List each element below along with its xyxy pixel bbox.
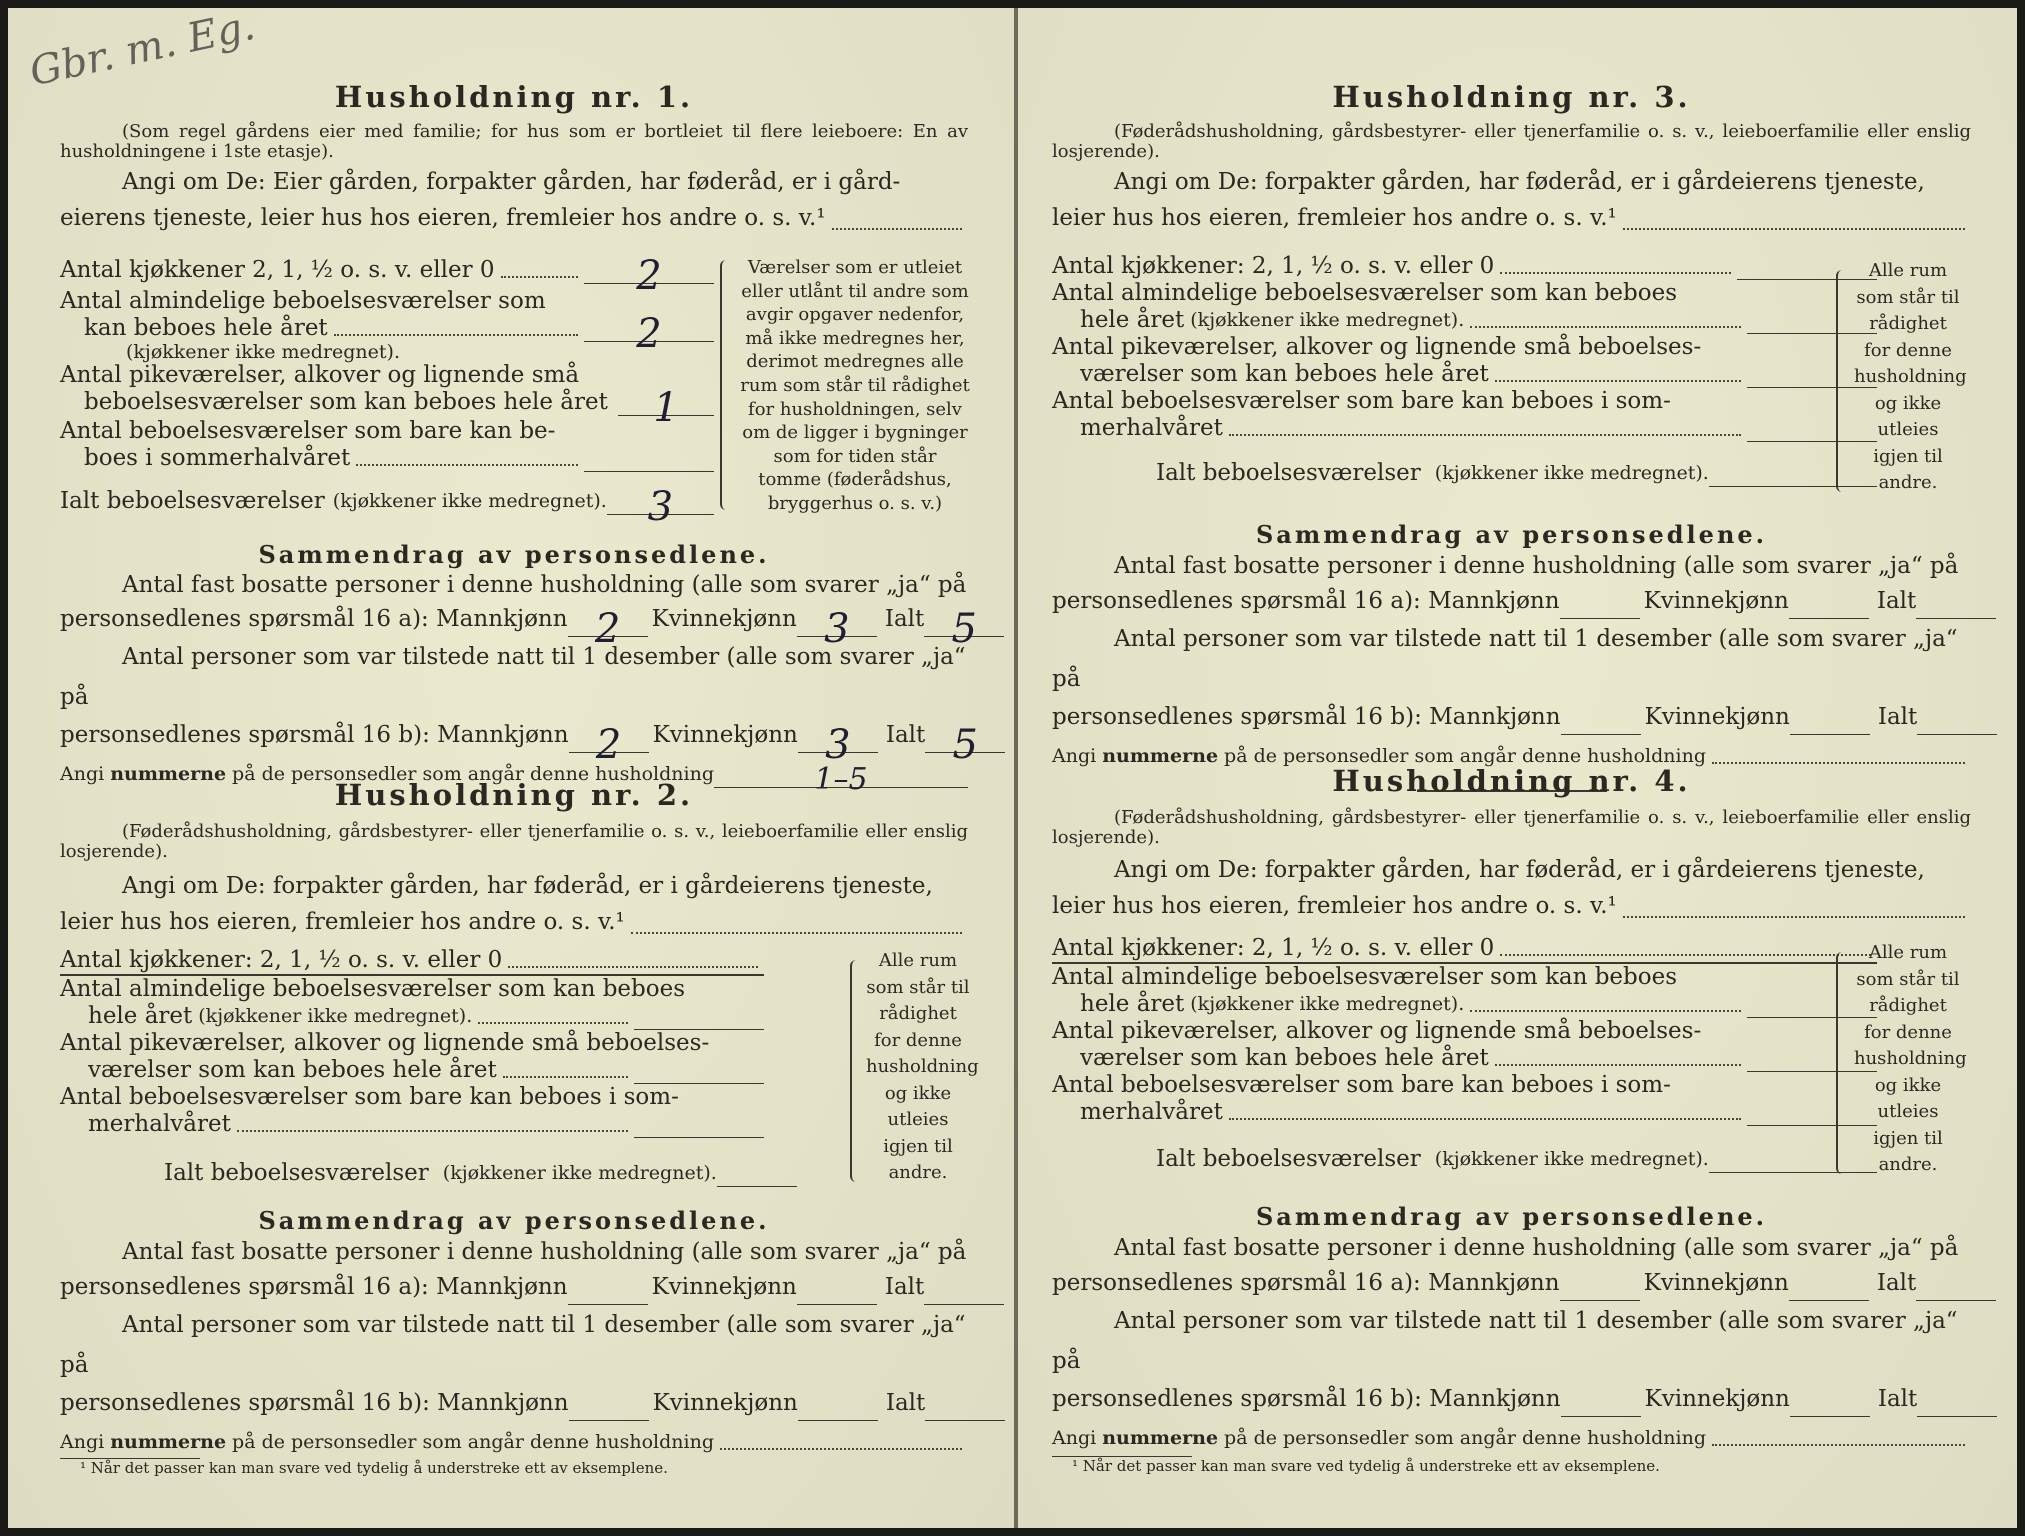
summer-rooms-label: Antal beboelsesværelser som bare kan beboes i som- [1052,388,1671,414]
resident-female[interactable]: 3 [797,614,877,637]
numbers-row: Angi nummerne på de personsedler som angår denne husholdning [1052,743,1971,770]
present-line-1: Antal personer som var tilstede natt til 1 desember (alle som svarer „ja“ på [1052,1308,1958,1374]
kitchens-row: Antal kjøkkener 2, 1, ½ o. s. v. eller 0 2 [60,254,714,284]
kitchens-row: Antal kjøkkener: 2, 1, ½ o. s. v. eller 0 [1052,932,1877,964]
present-line-2: personsedlenes spørsmål 16 b): Mannkjønn Kvinnekjønn Ialt [1052,699,1971,735]
total-rooms-value[interactable] [1709,1150,1877,1173]
resident-male[interactable] [1560,596,1640,619]
side-brace [1836,952,1848,1174]
present-line-1: Antal personer som var tilstede natt til 1 desember (alle som svarer „ja“ på [1052,626,1958,692]
resident-male[interactable] [568,1282,648,1305]
household-3-rooms [1052,250,1877,487]
maid-rooms-row: værelser som kan beboes hele året [60,1057,764,1084]
summer-rooms-label: Antal beboelsesværelser som bare kan beboes i som- [1052,1072,1671,1098]
rooms-row: kan beboes hele året 2 [60,315,714,342]
numbers-value[interactable]: 1–5 [714,765,968,788]
summary-title: Sammendrag av personsedlene. [1255,520,1768,549]
summer-rooms-label: Antal beboelsesværelser som bare kan be- [60,418,556,444]
resident-total[interactable] [1916,1278,1996,1301]
household-3 [1052,80,1971,236]
angi-line-1: Angi om De: forpakter gården, har føderåd, er i gårdeierens tjeneste, [1114,857,1925,883]
resident-female[interactable] [797,1282,877,1305]
rooms-row-label: Antal almindelige beboelsesværelser som kan beboes [60,976,686,1002]
maid-rooms-value[interactable]: 1 [618,393,714,416]
summary-title: Sammendrag av personsedlene. [258,1206,770,1235]
resident-line-1: Antal fast bosatte personer i denne husholdning (alle som svarer „ja“ på [122,1239,967,1265]
summary-title: Sammendrag av personsedlene. [1255,1202,1768,1231]
angi-line-2: leier hus hos eieren, fremleier hos andre o. s. v.¹ [60,904,968,940]
present-male[interactable] [1561,712,1641,735]
resident-total[interactable] [1916,596,1996,619]
side-brace [850,960,862,1182]
resident-line-2: personsedlenes spørsmål 16 a): Mannkjønn Kvinnekjønn Ialt [60,1269,968,1305]
resident-female[interactable] [1789,596,1869,619]
household-title: Husholdning nr. 2. [334,778,694,812]
total-rooms-row: Ialt beboelsesværelser (kjøkkener ikke medregnet). 3 [60,488,714,515]
left-page [8,2,1014,1528]
resident-line-1: Antal fast bosatte personer i denne husholdning (alle som svarer „ja“ på [1114,1235,1959,1261]
resident-total[interactable] [924,1282,1004,1305]
present-total[interactable]: 5 [925,730,1005,753]
present-total[interactable] [1917,712,1997,735]
resident-male[interactable]: 2 [568,614,648,637]
summer-rooms-value[interactable] [634,1115,764,1138]
summer-rooms-row: merhalvåret [60,1111,764,1138]
household-note: (Føderådshusholdning, gårdsbestyrer- eller tjenerfamilie o. s. v., leieboerfamilie eller enslig losjerende). [1052,807,1971,848]
present-female[interactable]: 3 [798,730,878,753]
maid-rooms-value[interactable] [634,1061,764,1084]
summer-rooms-label: Antal beboelsesværelser som bare kan beboes i som- [60,1084,679,1110]
side-note: Alle rum som står til rådighet for denne husholdning og ikke utleies igjen til andre. [866,950,979,1183]
total-rooms-row: Ialt beboelsesværelser (kjøkkener ikke medregnet). [1052,1146,1877,1173]
maid-rooms-row: værelser som kan beboes hele året [1052,361,1877,388]
present-male[interactable]: 2 [569,730,649,753]
present-line-2: personsedlenes spørsmål 16 b): Mannkjønn Kvinnekjønn Ialt [1052,1381,1971,1417]
resident-line-1: Antal fast bosatte personer i denne husholdning (alle som svarer „ja“ på [122,572,967,598]
angi-line-2: eierens tjeneste, leier hus hos eieren, fremleier hos andre o. s. v.¹ [60,200,968,236]
numbers-row: Angi nummerne på de personsedler som angår denne husholdning 1–5 [60,761,968,788]
angi-line-1: Angi om De: Eier gården, forpakter gården, har føderåd, er i gård- [122,169,901,195]
maid-rooms-label: Antal pikeværelser, alkover og lignende små beboelses- [1052,334,1702,360]
rooms-row: hele året (kjøkkener ikke medregnet). [60,1003,764,1030]
rooms-row-label: Antal almindelige beboelsesværelser som kan beboes [1052,964,1678,990]
rooms-note: (kjøkkener ikke medregnet). [126,341,400,363]
summer-rooms-row: merhalvåret [1052,415,1877,442]
household-1 [60,80,968,236]
total-rooms-row: Ialt beboelsesværelser (kjøkkener ikke medregnet). [60,1160,764,1187]
numbers-row: Angi nummerne på de personsedler som angår denne husholdning [1052,1425,1971,1452]
rooms-row-label: Antal almindelige beboelsesværelser som kan beboes [1052,280,1678,306]
household-2-summary [60,1206,968,1477]
rooms-row-label: Antal almindelige beboelsesværelser som [60,288,546,314]
rooms-row: hele året (kjøkkener ikke medregnet). [1052,991,1877,1018]
maid-rooms-label: Antal pikeværelser, alkover og lignende små beboelses- [1052,1018,1702,1044]
kitchens-value[interactable]: 2 [584,261,714,284]
angi-line-2: leier hus hos eieren, fremleier hos andre o. s. v.¹ [1052,200,1971,236]
household-4-summary [1052,1202,1971,1475]
present-line-2: personsedlenes spørsmål 16 b): Mannkjønn Kvinnekjønn Ialt [60,1385,968,1421]
resident-line-2: personsedlenes spørsmål 16 a): Mannkjønn Kvinnekjønn Ialt [1052,583,1971,619]
total-rooms-value[interactable] [1709,464,1877,487]
total-rooms-value[interactable]: 3 [607,492,714,515]
household-2-rooms [60,944,764,1187]
right-page [1018,8,2017,1528]
total-rooms-value[interactable] [717,1164,797,1187]
household-title: Husholdning nr. 1. [334,80,694,114]
present-male[interactable] [1561,1394,1641,1417]
side-note: Alle rum som står til rådighet for denne husholdning og ikke utleies igjen til andre. [1854,942,1967,1175]
present-line-1: Antal personer som var tilstede natt til 1 desember (alle som svarer „ja“ på [60,644,966,710]
present-line-1: Antal personer som var tilstede natt til 1 desember (alle som svarer „ja“ på [60,1312,966,1378]
maid-rooms-label: Antal pikeværelser, alkover og lignende små beboelses- [60,1030,710,1056]
rooms-value[interactable]: 2 [584,319,714,342]
household-3-summary [1052,520,1971,792]
resident-line-1: Antal fast bosatte personer i denne husholdning (alle som svarer „ja“ på [1114,553,1959,579]
summary-title: Sammendrag av personsedlene. [258,540,770,569]
present-line-2: personsedlenes spørsmål 16 b): Mannkjønn 2 Kvinnekjønn 3 Ialt 5 [60,717,968,753]
footnote: ¹ Når det passer kan man svare ved tydelig å understreke ett av eksemplene. [80,1459,668,1477]
kitchens-row: Antal kjøkkener: 2, 1, ½ o. s. v. eller 0 [1052,250,1877,280]
maid-rooms-row: beboelsesværelser som kan beboes hele året 1 [60,389,714,416]
side-brace [720,260,732,510]
side-note: Værelser som er utleiet eller utlånt til andre som avgir opgaver nedenfor, må ikke medregnes her, derimot medregnes alle rum som står til rådighet for husholdningen, selv om de ligger i bygninger som for tiden står tomme (føderådshus, bryggerhus o. s. v.) [740,257,970,514]
household-1-rooms [60,253,714,530]
resident-line-2: personsedlenes spørsmål 16 a): Mannkjønn Kvinnekjønn Ialt [1052,1265,1971,1301]
rooms-value[interactable] [634,1007,764,1030]
handwritten-corner-note: Gbr. m. Eg. [25,2,259,96]
household-2 [60,778,968,940]
household-note: (Føderådshusholdning, gårdsbestyrer- eller tjenerfamilie o. s. v., leieboerfamilie eller enslig losjerende). [1052,121,1971,162]
resident-female[interactable] [1789,1278,1869,1301]
numbers-row: Angi nummerne på de personsedler som angår denne husholdning [60,1429,968,1456]
present-female[interactable] [1790,712,1870,735]
side-brace [1836,270,1848,492]
present-total[interactable] [1917,1394,1997,1417]
side-note: Alle rum som står til rådighet for denne husholdning og ikke utleies igjen til andre. [1854,260,1967,493]
household-4 [1052,764,1971,924]
angi-line-1: Angi om De: forpakter gården, har føderåd, er i gårdeierens tjeneste, [1114,169,1925,195]
maid-rooms-label: Antal pikeværelser, alkover og lignende små [60,362,580,388]
summer-rooms-value[interactable] [584,449,714,472]
maid-rooms-row: værelser som kan beboes hele året [1052,1045,1877,1072]
household-note: (Føderådshusholdning, gårdsbestyrer- eller tjenerfamilie o. s. v., leieboerfamilie eller enslig losjerende). [60,821,968,862]
footnote: ¹ Når det passer kan man svare ved tydelig å understreke ett av eksemplene. [1072,1457,1660,1475]
angi-line-1: Angi om De: forpakter gården, har føderåd, er i gårdeierens tjeneste, [122,873,933,899]
present-male[interactable] [569,1398,649,1421]
household-title: Husholdning nr. 4. [1332,764,1691,798]
rooms-row: hele året (kjøkkener ikke medregnet). [1052,307,1877,334]
summer-rooms-row: boes i sommerhalvåret [60,445,714,472]
present-female[interactable] [798,1398,878,1421]
kitchens-row: Antal kjøkkener: 2, 1, ½ o. s. v. eller 0 [60,944,764,976]
resident-total[interactable]: 5 [924,614,1004,637]
present-female[interactable] [1790,1394,1870,1417]
resident-line-2: personsedlenes spørsmål 16 a): Mannkjønn 2 Kvinnekjønn 3 Ialt 5 [60,601,968,637]
household-4-rooms [1052,932,1877,1173]
total-rooms-row: Ialt beboelsesværelser (kjøkkener ikke medregnet). [1052,460,1877,487]
household-title: Husholdning nr. 3. [1332,80,1691,114]
present-total[interactable] [925,1398,1005,1421]
household-note: (Som regel gårdens eier med familie; for hus som er bortleiet til flere leieboere: En av husholdningene i 1ste etasje). [60,121,968,162]
resident-male[interactable] [1560,1278,1640,1301]
summer-rooms-row: merhalvåret [1052,1099,1877,1126]
angi-line-2: leier hus hos eieren, fremleier hos andre o. s. v.¹ [1052,888,1971,924]
